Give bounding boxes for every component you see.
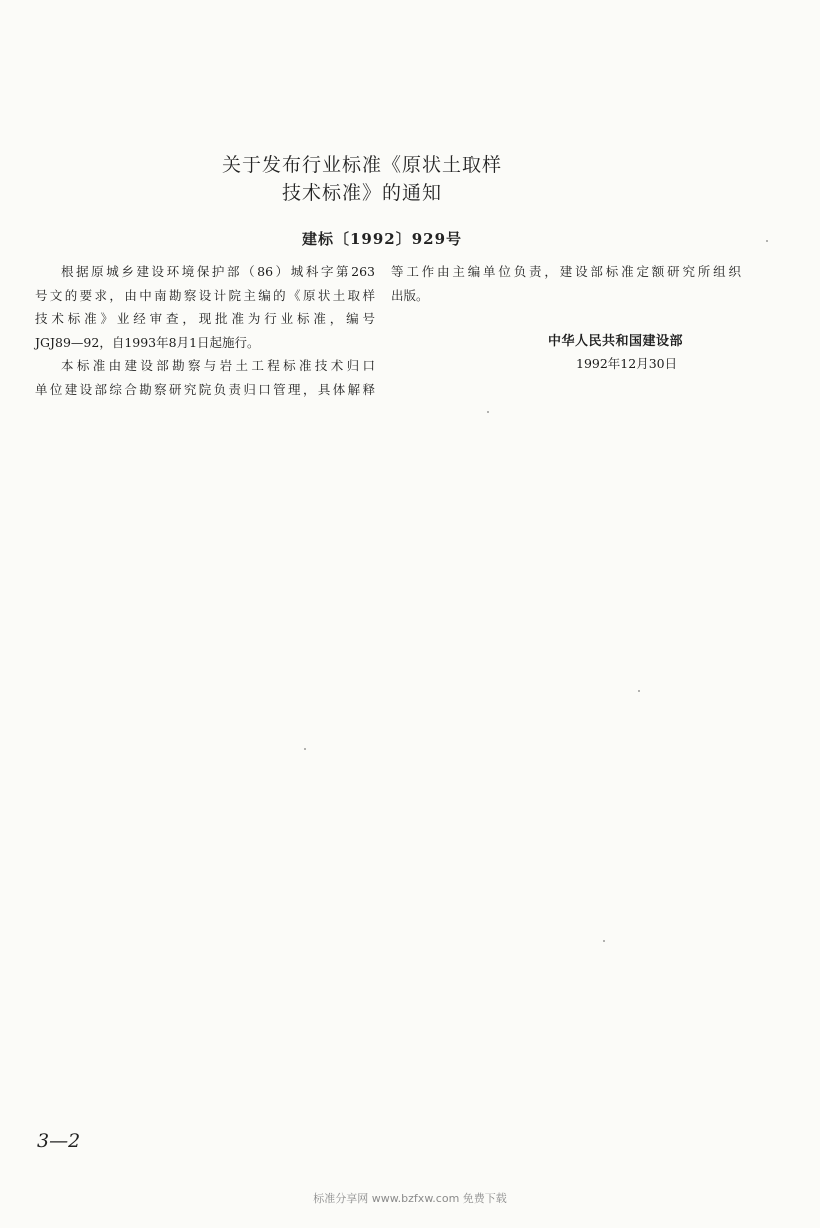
title-line-2: 技术标准》的通知 (281, 182, 442, 204)
scan-speck (487, 411, 489, 413)
scan-speck (304, 748, 306, 750)
body-line: 单位建设部综合勘察研究院负责归口管理，具体解释 (35, 381, 375, 397)
body-line: 出版。 (391, 287, 429, 303)
scan-speck (766, 240, 768, 242)
body-line: 技术标准》业经审查，现批准为行业标准，编号 (35, 311, 375, 326)
title-line-1: 关于发布行业标准《原状土取样 (221, 154, 502, 176)
body-line: 号文的要求，由中南勘察设计院主编的《原状土取样 (35, 287, 375, 303)
issuing-authority: 中华人民共和国建设部 (548, 334, 684, 349)
body-line: 等工作由主编单位负责，建设部标准定额研究所组织 (391, 264, 741, 279)
document-number: 建标〔1992〕929号 (302, 230, 463, 248)
issue-date: 1992年12月30日 (576, 356, 678, 371)
body-line: 根据原城乡建设环境保护部（86）城科字第263 (61, 264, 375, 279)
scan-speck (603, 940, 605, 942)
body-line: JGJ89—92，自1993年8月1日起施行。 (35, 334, 260, 350)
scan-speck (638, 690, 640, 692)
body-line: 本标准由建设部勘察与岩土工程标准技术归口 (61, 358, 375, 373)
page-number: 3—2 (37, 1130, 81, 1152)
body-right-column (391, 260, 741, 307)
footer-watermark: 标准分享网 www.bzfxw.com 免费下载 (313, 1192, 507, 1205)
body-left-column (35, 260, 375, 401)
